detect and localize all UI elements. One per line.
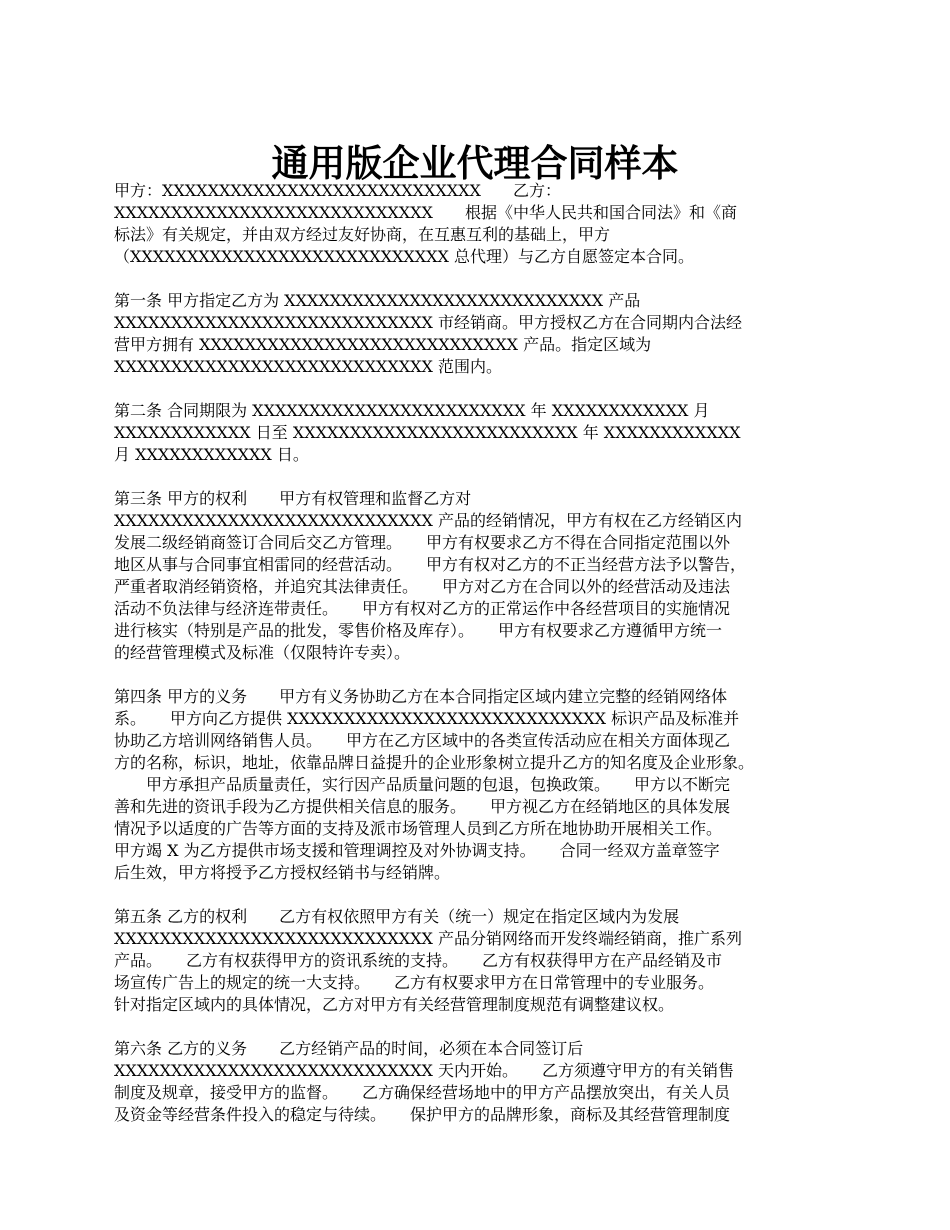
text-line: XXXXXXXXXXXXXXXXXXXXXXXXXXXX 范围内。 (114, 357, 503, 376)
text-line: 进行核实（特别是产品的批发，零售价格及库存）。 甲方有权要求乙方遵循甲方统一 (114, 621, 723, 640)
text-line: （XXXXXXXXXXXXXXXXXXXXXXXXXXXX 总代理）与乙方自愿签定本合同。 (114, 247, 695, 266)
document-title: 通用版企业代理合同样本 (271, 140, 679, 185)
text-line: 第二条 合同期限为 XXXXXXXXXXXXXXXXXXXXXXXX 年 XXXXXXXXXXXX 月 (114, 401, 710, 420)
text-line: 针对指定区域内的具体情况，乙方对甲方有关经营管理制度规范有调整建议权。 (114, 995, 675, 1014)
text-line: 场宣传广告上的规定的统一大支持。 乙方有权要求甲方在日常管理中的专业服务。 (114, 973, 715, 992)
paragraph (114, 400, 842, 466)
text-line: 系。 甲方向乙方提供 XXXXXXXXXXXXXXXXXXXXXXXXXXXX 标识产品及标准并 (114, 709, 740, 728)
text-line: 产品。 乙方有权获得甲方的资讯系统的支持。 乙方有权获得甲方在产品经销及市 (114, 951, 723, 970)
text-line: XXXXXXXXXXXXXXXXXXXXXXXXXXXX 产品分销网络而开发终端经销商，推广系列 (114, 929, 743, 948)
text-line: 第三条 甲方的权利 甲方有权管理和监督乙方对 (114, 489, 472, 508)
text-line: 及资金等经营条件投入的稳定与待续。 保护甲方的品牌形象，商标及其经营管理制度 (114, 1105, 731, 1124)
text-line: XXXXXXXXXXXXXXXXXXXXXXXXXXXX 根据《中华人民共和国合同法》和《商 (114, 203, 737, 222)
text-line: XXXXXXXXXXXX 日至 XXXXXXXXXXXXXXXXXXXXXXXXX 年 XXXXXXXXXXXX (114, 423, 741, 442)
text-line: 第四条 甲方的义务 甲方有义务协助乙方在本合同指定区域内建立完整的经销网络体 (114, 687, 728, 706)
text-line: 协助乙方培训网络销售人员。 甲方在乙方区域中的各类宣传活动应在相关方面体现乙 (114, 731, 731, 750)
text-line: 第一条 甲方指定乙方为 XXXXXXXXXXXXXXXXXXXXXXXXXXXX 产品 (114, 291, 641, 310)
text-line: 发展二级经销商签订合同后交乙方管理。 甲方有权要求乙方不得在合同指定范围以外 (114, 533, 731, 552)
text-line: 标法》有关规定，并由双方经过友好协商，在互惠互利的基础上，甲方 (114, 225, 611, 244)
text-line: XXXXXXXXXXXXXXXXXXXXXXXXXXXX 天内开始。 乙方须遵守甲方的有关销售 (114, 1061, 735, 1080)
text-line: 方的名称，标识，地址，依靠品牌日益提升的企业形象树立提升乙方的知名度及企业形象。 (114, 753, 755, 772)
text-line: 甲方：XXXXXXXXXXXXXXXXXXXXXXXXXXXX 乙方： (114, 181, 561, 200)
text-line: 严重者取消经销资格，并追究其法律责任。 甲方对乙方在合同以外的经营活动及违法 (114, 577, 731, 596)
paragraph (114, 906, 842, 1016)
text-line: 地区从事与合同事宜相雷同的经营活动。 甲方有权对乙方的不正当经营方法予以警告， (114, 555, 747, 574)
text-line: 营甲方拥有 XXXXXXXXXXXXXXXXXXXXXXXXXXXX 产品。指定区域为 (114, 335, 652, 354)
text-line: 制度及规章，接受甲方的监督。 乙方确保经营场地中的甲方产品摆放突出，有关人员 (114, 1083, 731, 1102)
text-line: 后生效，甲方将授予乙方授权经销书与经销牌。 (114, 863, 451, 882)
text-line: 的经营管理模式及标准（仅限特许专卖）。 (114, 643, 411, 662)
text-line: 活动不负法律与经济连带责任。 甲方有权对乙方的正常运作中各经营项目的实施情况 (114, 599, 731, 618)
text-line: XXXXXXXXXXXXXXXXXXXXXXXXXXXX 产品的经销情况，甲方有权在乙方经销区内 (114, 511, 743, 530)
text-line: 第五条 乙方的权利 乙方有权依照甲方有关（统一）规定在指定区域内为发展 (114, 907, 680, 926)
paragraph (114, 488, 842, 664)
paragraph (114, 1038, 842, 1126)
text-line: 第六条 乙方的义务 乙方经销产品的时间，必须在本合同签订后 (114, 1039, 584, 1058)
document-body (114, 180, 842, 1148)
text-line: 甲方竭 X 为乙方提供市场支援和管理调控及对外协调支持。 合同一经双方盖章签字 (114, 841, 720, 860)
text-line: 善和先进的资讯手段为乙方提供相关信息的服务。 甲方视乙方在经销地区的具体发展 (114, 797, 731, 816)
paragraph (114, 180, 842, 268)
text-line: 情况予以适度的广告等方面的支持及派市场管理人员到乙方所在地协助开展相关工作。 (114, 819, 723, 838)
paragraph (114, 686, 842, 884)
text-line: 月 XXXXXXXXXXXX 日。 (114, 445, 309, 464)
text-line: 甲方承担产品质量责任，实行因产品质量问题的包退，包换政策。 甲方以不断完 (114, 775, 731, 794)
paragraph (114, 290, 842, 378)
text-line: XXXXXXXXXXXXXXXXXXXXXXXXXXXX 市经销商。甲方授权乙方在合同期内合法经 (114, 313, 743, 332)
